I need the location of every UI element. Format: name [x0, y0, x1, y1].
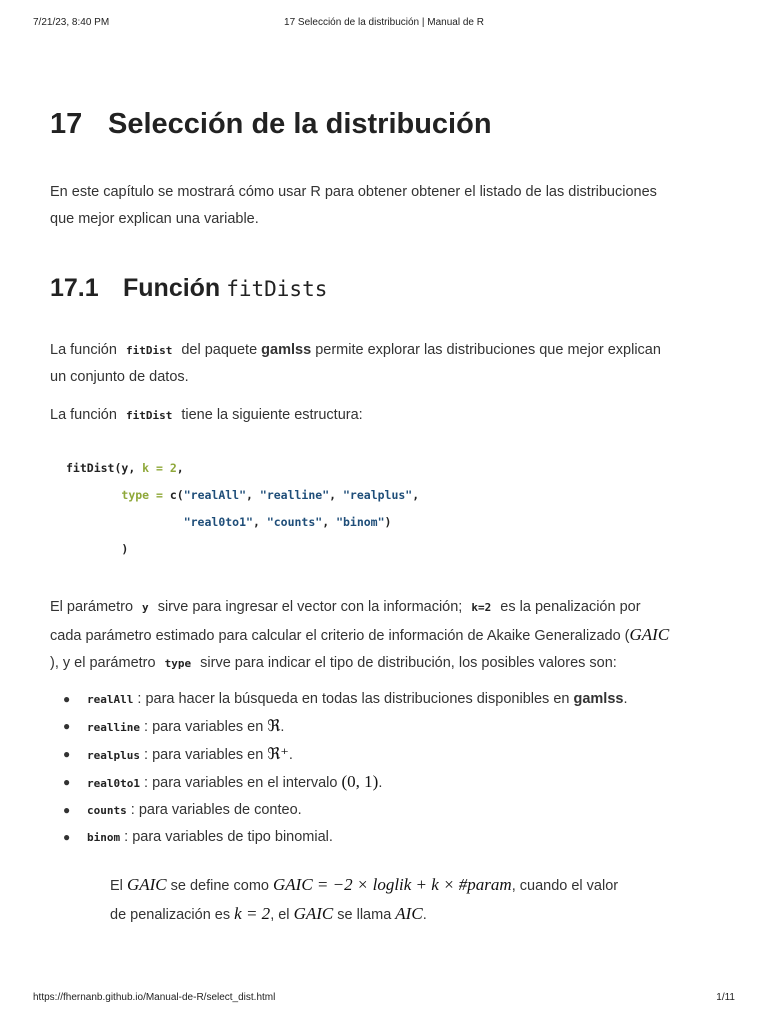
code-string: "binom" [336, 515, 385, 529]
code-text: ) [384, 515, 392, 529]
option-tail: . [378, 775, 383, 791]
text: del paquete [181, 342, 258, 358]
text: permite explorar las distribuciones que mejor explican [315, 342, 661, 358]
print-page-number: 1/11 [716, 992, 735, 1003]
gaic-definition [110, 871, 730, 929]
text: El parámetro [50, 599, 134, 615]
text: El [110, 878, 123, 894]
code-arg: k = 2 [142, 461, 177, 475]
option-text: : para variables de conteo. [126, 802, 302, 818]
intro-paragraph [50, 179, 730, 233]
option-math: ℜ⁺ [267, 744, 289, 763]
code-text: , [252, 515, 267, 529]
intro-line-1: En este capítulo se mostrará cómo usar R para obtener obtener el listado de las distribuciones [50, 184, 657, 200]
math-gaic: GAIC [126, 875, 167, 894]
text: sirve para ingresar el vector con la información; [157, 599, 463, 615]
list-item [50, 713, 730, 741]
code-text: c( [169, 488, 184, 502]
chapter-number: 17 [50, 108, 83, 140]
code-text: , [412, 488, 420, 502]
intro-line-2: que mejor explican una variable. [50, 211, 259, 227]
text: sirve para indicar el tipo de distribución, los posibles valores son: [200, 655, 617, 671]
code-text: , [176, 461, 184, 475]
option-text: : para variables en el intervalo [139, 775, 342, 791]
code-text: , [322, 515, 337, 529]
text: tiene la siguiente estructura: [181, 407, 363, 423]
text: se define como [170, 878, 269, 894]
option-math: ℜ [267, 716, 281, 735]
print-footer [33, 992, 735, 1006]
bullet-icon: ● [63, 830, 71, 844]
option-code: counts [87, 804, 127, 817]
print-url: https://fhernanb.github.io/Manual-de-R/select_dist.html [33, 992, 276, 1003]
bullet-icon: ● [63, 775, 71, 789]
inline-code-type: type [160, 657, 197, 670]
chapter-title-text: Selección de la distribución [108, 108, 492, 140]
package-name: gamlss [573, 691, 624, 707]
option-tail: . [280, 719, 285, 735]
print-doc-title: 17 Selección de la distribución | Manual de R [284, 17, 484, 28]
text: . [422, 907, 427, 923]
text: de penalización es [110, 907, 231, 923]
paragraph-structure [50, 402, 730, 429]
chapter-title [50, 108, 492, 141]
paragraph-parameters [50, 594, 730, 677]
option-code: realplus [87, 749, 140, 762]
option-tail: . [288, 747, 293, 763]
option-code: realAll [87, 693, 134, 706]
options-list [50, 686, 730, 851]
math-gaic: GAIC [629, 625, 670, 644]
print-datetime: 7/21/23, 8:40 PM [33, 17, 110, 28]
math-k: k = 2 [234, 904, 271, 923]
text: , cuando el valor [511, 878, 619, 894]
text: es la penalización por [500, 599, 641, 615]
option-text: : para hacer la búsqueda en todas las distribuciones disponibles en [133, 691, 574, 707]
code-arg: type = [121, 488, 170, 502]
list-item [50, 769, 730, 797]
bullet-icon: ● [63, 803, 71, 817]
text: , el [270, 907, 290, 923]
math-gaic: GAIC [293, 904, 334, 923]
text: se llama [337, 907, 392, 923]
math-aic: AIC [395, 904, 423, 923]
package-name: gamlss [261, 342, 312, 358]
code-string: "counts" [266, 515, 323, 529]
bullet-icon: ● [63, 719, 71, 733]
list-item [50, 686, 730, 713]
section-title [50, 274, 327, 303]
code-text: ) [121, 542, 129, 556]
code-text: (y, [114, 461, 143, 475]
section-title-text: Función [123, 274, 221, 302]
code-string: "realplus" [343, 488, 413, 502]
inline-code-k: k=2 [466, 601, 496, 614]
bullet-icon: ● [63, 692, 71, 706]
code-string: "realline" [259, 488, 330, 502]
list-item [50, 741, 730, 769]
text: un conjunto de datos. [50, 369, 189, 385]
option-text: : para variables en [139, 747, 268, 763]
list-item [50, 824, 730, 851]
code-string: "real0to1" [183, 515, 253, 529]
print-header [33, 17, 735, 31]
option-text: : para variables de tipo binomial. [120, 829, 333, 845]
option-math: (0, 1) [341, 772, 379, 791]
option-text: : para variables en [139, 719, 268, 735]
text: ), y el parámetro [50, 655, 156, 671]
option-code: real0to1 [87, 777, 140, 790]
text: cada parámetro estimado para calcular el criterio de información de Akaike Generalizado ( [50, 628, 630, 644]
code-text: , [329, 488, 343, 502]
inline-code-y: y [137, 601, 154, 614]
inline-code-fitdist: fitDist [121, 409, 177, 422]
paragraph-fitdist-intro [50, 337, 730, 391]
list-item [50, 797, 730, 824]
inline-code-fitdist: fitDist [121, 344, 177, 357]
code-text: , [246, 488, 260, 502]
bullet-icon: ● [63, 747, 71, 761]
code-block [66, 455, 419, 563]
option-code: binom [87, 831, 121, 844]
text: La función [50, 342, 117, 358]
text: La función [50, 407, 117, 423]
option-code: realline [87, 721, 140, 734]
section-title-code: fitDists [226, 277, 328, 301]
option-tail: . [623, 691, 628, 707]
math-formula: GAIC = −2 × loglik + k × #param [273, 875, 512, 894]
code-function: fitDist [66, 461, 115, 475]
code-string: "realAll" [183, 488, 247, 502]
section-number: 17.1 [50, 274, 99, 302]
